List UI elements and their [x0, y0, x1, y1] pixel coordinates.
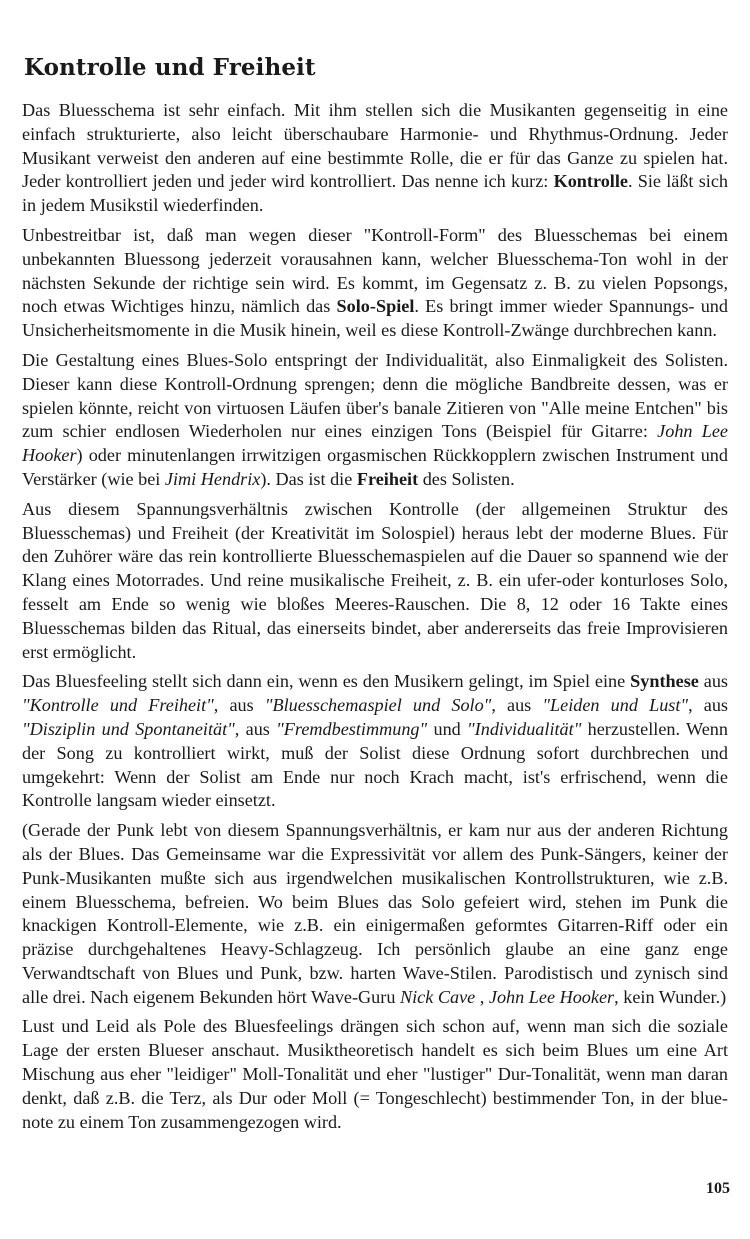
paragraph-1 — [22, 99, 728, 218]
text-run: . Sie läßt sich in jedem Musikstil wiederfinden. — [22, 171, 728, 216]
italic-term: Nick Cave — [399, 986, 476, 1007]
italic-term: "Bluesschemaspiel und Solo" — [264, 695, 492, 716]
italic-term: John Lee Hooker — [488, 986, 615, 1007]
bold-term: Kontrolle — [553, 171, 628, 192]
text-run: . Es bringt immer wieder Spannungs- und Unsicherheitsmomente in die Musik hinein, weil es diese Kontroll-Zwänge durchbrechen kann. — [22, 296, 728, 341]
bold-term: Freiheit — [356, 468, 419, 489]
text-run: Das Bluesschema ist sehr einfach. Mit ihm stellen sich die Musikanten gegenseitig in eine einfach strukturierte, also leicht überschaubare Harmonie- und Rhythmus-Ordnung. Jeder Musikant verweist den anderen auf eine bestimmte Rolle, die er für das Ganze zu spielen hat. Jeder kontrolliert jeden und jeder wird kontrolliert. Das nenne ich kurz: — [22, 100, 728, 192]
text-run: Die Gestaltung eines Blues-Solo entspringt der Individualität, also Einmaligkeit des Solisten. Dieser kann diese Kontroll-Ordnung sprengen; denn die mögliche Bandbreite dessen, was er spielen könnte, reicht von virtuosen Läufen über's banale Zitieren von "Alle meine Entchen" bis zum schier endlosen Wiederholen nur eines einzigen Tons (Beispiel für Gitarre: — [22, 349, 728, 442]
text-run: ) oder minutenlangen irrwitzigen orgasmischen Rückkopplern zwischen Instrument und Verstärker (wie bei — [22, 445, 728, 489]
text-run: aus — [698, 671, 728, 692]
text-run: Das Bluesfeeling stellt sich dann ein, wenn es den Musikern gelingt, im Spiel eine — [22, 671, 631, 692]
italic-term: "Fremdbestimmung" — [276, 718, 428, 739]
paragraph-5 — [22, 670, 728, 813]
bold-term: Synthese — [630, 671, 699, 692]
text-run: Aus diesem Spannungsverhältnis zwischen Kontrolle (der allgemeinen Struktur des Bluesschemas) und Freiheit (der Kreativität im Solospiel) heraus lebt der moderne Blues. Für den Zuhörer wäre das rein kontrollierte Bluesschemaspielen auf die Dauer so spannend wie der Klang eines Motorrades. Und reine musikalische Freiheit, z. B. ein ufer-oder konturloses Solo, fesselt am Ende so wenig wie bloßes Meeres-Rauschen. Die 8, 12 oder 16 Takte eines Bluesschemas bilden das Ritual, das einerseits bindet, aber andererseits das freie Improvisieren erst ermöglicht. — [22, 498, 728, 662]
paragraph-7 — [22, 1015, 728, 1134]
page-title: Kontrolle und Freiheit — [24, 54, 316, 81]
text-run: , aus — [234, 718, 277, 739]
text-run: , aus — [491, 695, 543, 716]
text-run: des Solisten. — [418, 468, 515, 489]
italic-term: "Disziplin und Spontaneität" — [22, 718, 235, 739]
text-run: , kein Wunder.) — [614, 986, 727, 1007]
text-run: (Gerade der Punk lebt von diesem Spannungsverhältnis, er kam nur aus der anderen Richtung als der Blues. Das Gemeinsame war die Expressivität vor allem des Punk-Sängers, keiner der Punk-Musikanten mußte sich aus irgendwelchen musikalischen Kontrollstrukturen, wie z.B. einem Bluesschema, befreien. Wo beim Blues das Solo gefeiert wird, stehen im Punk die knackigen Kontroll-Elemente, wie z.B. ein einigermaßen geformtes Gitarren-Riff oder ein präzise durchgehaltenes Heavy-Schlagzeug. Ich persönlich glaube an eine ganz enge Verwandtschaft von Blues und Punk, bzw. harten Wave-Stilen. Parodistisch und zynisch sind alle drei. Nach eigenem Bekunden hört Wave-Guru — [22, 820, 728, 1007]
paragraph-3 — [22, 349, 728, 492]
paragraph-6 — [22, 819, 728, 1009]
italic-term: Jimi Hendrix — [164, 468, 261, 489]
text-run: Unbestreitbar ist, daß man wegen dieser "Kontroll-Form" des Bluesschemas bei einem unbekannten Bluessong jederzeit vorausahnen kann, welcher Bluesschema-Ton wohl in der nächsten Sekunde der richtige sein wird. Es kommt, im Gegensatz z. B. zu vielen Popsongs, noch etwas Wichtiges hinzu, nämlich das — [22, 224, 728, 317]
text-run: Lust und Leid als Pole des Bluesfeelings drängen sich schon auf, wenn man sich die soziale Lage der ersten Blueser anschaut. Musiktheoretisch handelt es sich beim Blues um eine Art Mischung aus eher "leidiger" Moll-Tonalität und eher "lustiger" Dur-Tonalität, wenn man daran denkt, daß z.B. die Terz, als Dur oder Moll (= Tongeschlecht) bestimmender Ton, in der blue-note zu einem Ton zusammengezogen wird. — [22, 1016, 728, 1132]
text-run: und — [427, 718, 468, 739]
text-run: , aus — [213, 695, 265, 716]
text-run: , aus — [688, 695, 728, 716]
text-run: , — [475, 986, 489, 1007]
paragraph-2 — [22, 224, 728, 343]
italic-term: "Leiden und Lust" — [542, 695, 689, 716]
bold-term: Solo-Spiel — [336, 296, 415, 317]
text-run: herzustellen. Wenn der Song zu kontrolliert wirkt, muß der Solist diese Ordnung sofort durchbrechen und umgekehrt: Wenn der Solist am Ende nur noch Krach macht, ist's erfrischend, wenn die Kontrolle langsam wieder einsetzt. — [22, 718, 728, 811]
italic-term: John Lee Hooker — [22, 421, 728, 466]
text-run: ). Das ist die — [260, 468, 357, 489]
page-number: 105 — [706, 1180, 730, 1197]
italic-term: "Individualität" — [467, 718, 582, 739]
paragraph-4 — [22, 498, 728, 665]
italic-term: "Kontrolle und Freiheit" — [22, 695, 214, 716]
